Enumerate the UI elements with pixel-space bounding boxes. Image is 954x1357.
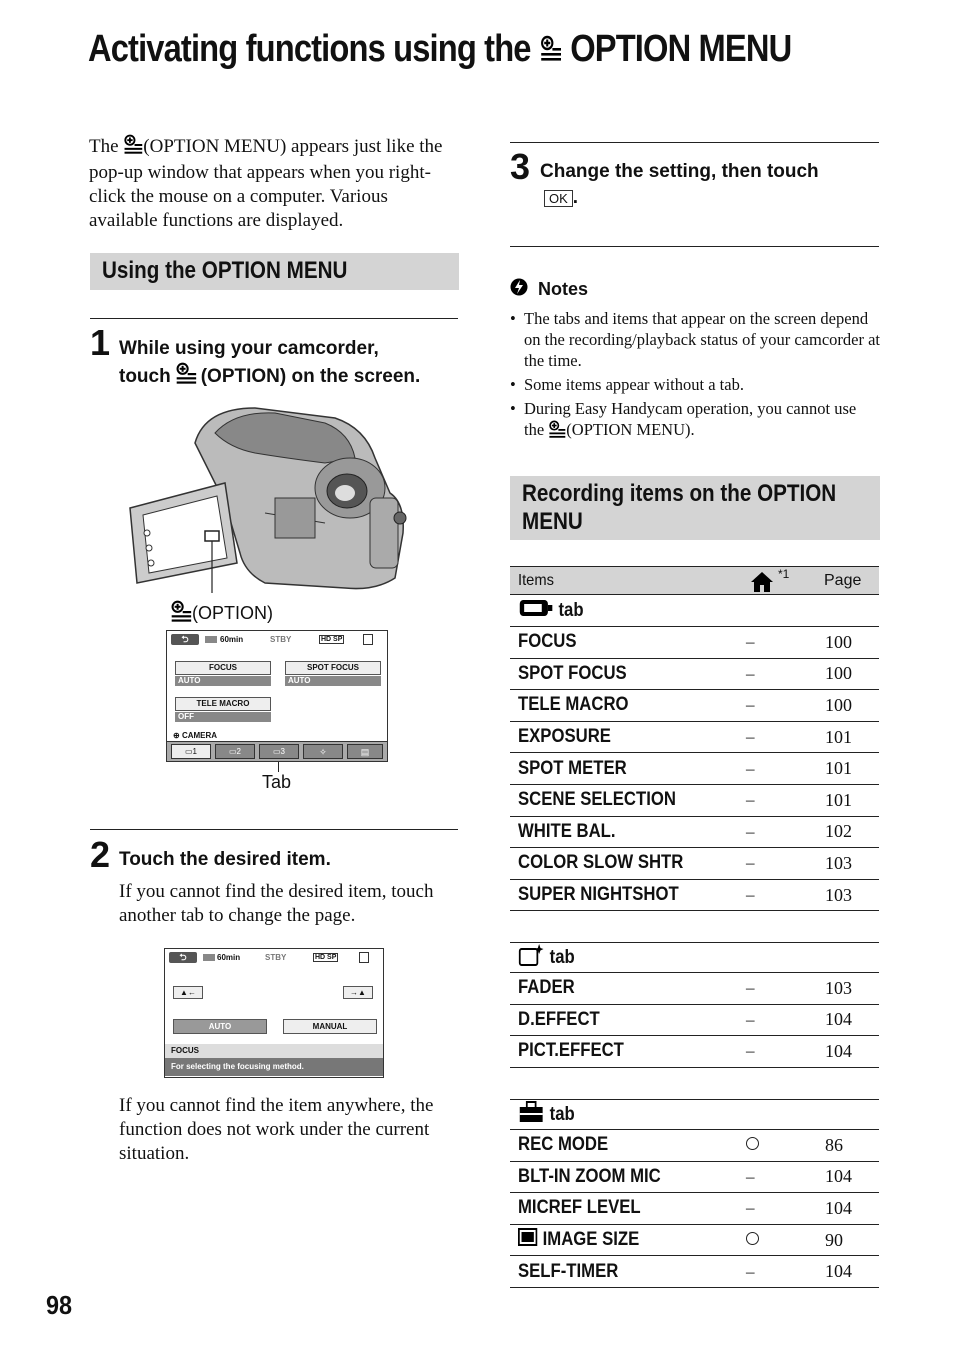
header-page: Page: [824, 571, 862, 589]
intro-text: (OPTION MENU) appears just like the pop-up window that appears when you right-click the mouse on a computer. Various available functions are displayed.: [89, 135, 443, 231]
return-icon[interactable]: ⮌: [171, 634, 199, 645]
note-item: • During Easy Handycam operation, you cannot use the (OPTION MENU).: [510, 398, 880, 443]
home-icon: [750, 571, 774, 598]
notes-heading: [510, 278, 588, 301]
quality-mode: HD SP: [315, 954, 337, 961]
section-heading-using: Using the OPTION MENU: [90, 253, 459, 290]
tab-pointer-line: [278, 762, 279, 772]
home-mark: –: [746, 758, 755, 778]
media-icon: [359, 952, 369, 963]
item-name: WHITE BAL.: [518, 820, 616, 842]
item-name: EXPOSURE: [518, 726, 611, 748]
table-row: [510, 1225, 879, 1257]
page-ref: 103: [825, 852, 852, 873]
page-ref: 104: [825, 1197, 852, 1218]
item-name: MICREF LEVEL: [518, 1197, 641, 1219]
camera-tab-icon: [518, 598, 553, 624]
option-menu-icon: [548, 420, 566, 443]
page-ref: 104: [825, 1261, 852, 1282]
step1-touch: touch: [119, 366, 171, 387]
table-row: [510, 973, 879, 1005]
page-title: [88, 28, 791, 71]
divider: [90, 318, 458, 319]
step-number: 1: [90, 322, 111, 363]
camera-tab-3[interactable]: ▭3: [259, 744, 299, 759]
tab-label: Tab: [262, 772, 292, 792]
table-row: [510, 1162, 879, 1194]
page-ref: 104: [825, 1009, 852, 1030]
home-mark: –: [746, 821, 755, 841]
lcd-footer: ⊕ CAMERA: [173, 731, 218, 740]
page-ref: 104: [825, 1040, 852, 1061]
tab-row-camera: [510, 595, 879, 627]
home-mark: –: [746, 727, 755, 747]
table-row: [510, 848, 879, 880]
home-mark: –: [746, 1009, 755, 1029]
focus-button[interactable]: FOCUS: [175, 661, 271, 675]
title-suffix: OPTION MENU: [570, 28, 792, 70]
intro-paragraph: [89, 134, 459, 233]
step3-period: .: [572, 187, 579, 208]
step2-body: If you cannot find the desired item, touch another tab to change the page.: [119, 881, 434, 926]
option-menu-icon: [170, 600, 192, 627]
camera-tab-label: tab: [518, 598, 584, 624]
option-menu-icon: [123, 134, 143, 161]
step-number: 2: [90, 834, 111, 875]
battery-icon: [205, 636, 217, 643]
table-row: [510, 880, 879, 912]
divider: [90, 829, 458, 830]
lcd-status-bar: [167, 631, 387, 649]
option-menu-icon: [539, 28, 561, 71]
effect-tab-label: tab: [518, 943, 575, 973]
effect-tab-icon: [518, 943, 544, 973]
table-row: [510, 1130, 879, 1162]
item-name: PICT.EFFECT: [518, 1040, 624, 1062]
step2-after: If you cannot find the item anywhere, the function does not work under the current situation.: [119, 1095, 434, 1164]
intro-lead: The: [89, 135, 119, 157]
lcd-tab-strip: [167, 741, 387, 761]
page-ref: 101: [825, 789, 852, 810]
table-row: [510, 690, 879, 722]
lcd-item-name: FOCUS: [165, 1044, 383, 1058]
camcorder-illustration: [125, 403, 410, 593]
page-number: 98: [46, 1290, 73, 1320]
table-row: [510, 1005, 879, 1037]
table-row: [510, 817, 879, 849]
image-size-icon: [518, 1228, 537, 1252]
item-name: IMAGE SIZE: [518, 1228, 639, 1252]
notes-list: [510, 308, 880, 446]
spot-focus-button[interactable]: SPOT FOCUS: [285, 661, 381, 675]
tab-row-toolbox: [510, 1099, 879, 1130]
divider: [510, 142, 879, 143]
step1-instruction: [119, 336, 464, 392]
page-ref: 90: [825, 1229, 843, 1250]
tele-macro-button[interactable]: TELE MACRO: [175, 697, 271, 711]
table-row: [510, 1256, 879, 1288]
camera-tab-2[interactable]: ▭2: [215, 744, 255, 759]
note-item: • Some items appear without a tab.: [510, 374, 880, 395]
home-mark: –: [746, 1261, 755, 1281]
camera-tab-1[interactable]: ▭1: [171, 744, 211, 759]
item-name: SUPER NIGHTSHOT: [518, 884, 679, 906]
toolbox-tab[interactable]: ▤: [347, 744, 383, 759]
home-mark: –: [746, 1198, 755, 1218]
lcd-status-bar: [165, 949, 383, 967]
battery-remaining: 60min: [220, 635, 244, 644]
home-mark: –: [746, 853, 755, 873]
section-heading-recording: Recording items on the OPTION MENU: [510, 476, 880, 540]
page-ref: 103: [825, 977, 852, 998]
item-name: D.EFFECT: [518, 1008, 600, 1030]
page-ref: 101: [825, 726, 852, 747]
page-ref: 100: [825, 631, 852, 652]
step3-instruction: [540, 159, 870, 211]
home-mark: [746, 1230, 759, 1250]
focus-value: AUTO: [175, 676, 271, 686]
home-mark: –: [746, 1041, 755, 1061]
lcd-screen-focus: [164, 948, 384, 1078]
media-icon: [363, 634, 373, 645]
notes-title: Notes: [538, 279, 589, 299]
step-number: 3: [510, 146, 531, 187]
item-name: FOCUS: [518, 631, 577, 653]
table-row: [510, 753, 879, 785]
item-name: SELF-TIMER: [518, 1260, 619, 1282]
page-ref: 103: [825, 884, 852, 905]
far-focus-button[interactable]: →▲: [343, 986, 373, 999]
step2-heading: Touch the desired item.: [119, 849, 331, 870]
title-prefix: Activating functions using the: [88, 28, 531, 70]
ok-button[interactable]: OK: [544, 190, 573, 207]
step1-option-text: (OPTION) on the screen.: [200, 366, 421, 387]
note-item: • The tabs and items that appear on the screen depend on the recording/playback status of your camcorder at the time.: [510, 308, 880, 371]
tab-row-effect: [510, 942, 879, 973]
home-mark: –: [746, 885, 755, 905]
spot-focus-value: AUTO: [285, 676, 381, 686]
option-menu-icon: [175, 362, 197, 392]
item-name: SCENE SELECTION: [518, 789, 676, 811]
item-name: TELE MACRO: [518, 694, 629, 716]
table-row: [510, 627, 879, 659]
item-name: SPOT FOCUS: [518, 662, 627, 684]
table-row: [510, 659, 879, 691]
page-ref: 102: [825, 821, 852, 842]
page-ref: 100: [825, 663, 852, 684]
step3-line1: Change the setting, then touch: [540, 161, 819, 182]
page-ref: 86: [825, 1134, 843, 1155]
lcd-item-description: For selecting the focusing method.: [165, 1058, 383, 1076]
table-row: [510, 1036, 879, 1068]
home-mark: –: [746, 978, 755, 998]
record-status: STBY: [270, 635, 292, 644]
table-header: [510, 566, 879, 595]
item-name: REC MODE: [518, 1134, 609, 1156]
table-row: [510, 1193, 879, 1225]
item-name: BLT-IN ZOOM MIC: [518, 1165, 661, 1187]
page-ref: 104: [825, 1166, 852, 1187]
auto-button[interactable]: AUTO: [173, 1019, 267, 1034]
near-focus-button[interactable]: ▲←: [173, 986, 203, 999]
item-name: COLOR SLOW SHTR: [518, 852, 684, 874]
divider: [510, 246, 879, 247]
header-note: *1: [778, 567, 790, 581]
home-mark: –: [746, 1166, 755, 1186]
toolbox-tab-icon: [518, 1100, 544, 1130]
effect-tab[interactable]: ✧: [303, 744, 343, 759]
table-row: [510, 785, 879, 817]
item-name: FADER: [518, 977, 575, 999]
return-icon[interactable]: ⮌: [169, 952, 197, 963]
toolbox-tab-label: tab: [518, 1100, 575, 1130]
item-name: SPOT METER: [518, 757, 627, 779]
tele-macro-value: OFF: [175, 712, 271, 722]
battery-icon: [203, 954, 215, 961]
page-ref: 101: [825, 758, 852, 779]
home-mark: –: [746, 632, 755, 652]
step1-line1: While using your camcorder,: [119, 338, 379, 359]
home-mark: –: [746, 663, 755, 683]
home-mark: –: [746, 790, 755, 810]
home-mark: [746, 1135, 759, 1155]
header-items: Items: [518, 571, 554, 589]
home-mark: –: [746, 695, 755, 715]
option-label-text: (OPTION): [192, 603, 273, 623]
record-status: STBY: [265, 953, 287, 962]
battery-remaining: 60min: [217, 953, 241, 962]
option-label: [170, 600, 273, 627]
manual-button[interactable]: MANUAL: [283, 1019, 377, 1034]
caution-icon: [510, 278, 528, 301]
quality-mode: HD SP: [321, 636, 343, 643]
lcd-screen-option: [166, 630, 388, 762]
table-row: [510, 722, 879, 754]
page-ref: 100: [825, 694, 852, 715]
